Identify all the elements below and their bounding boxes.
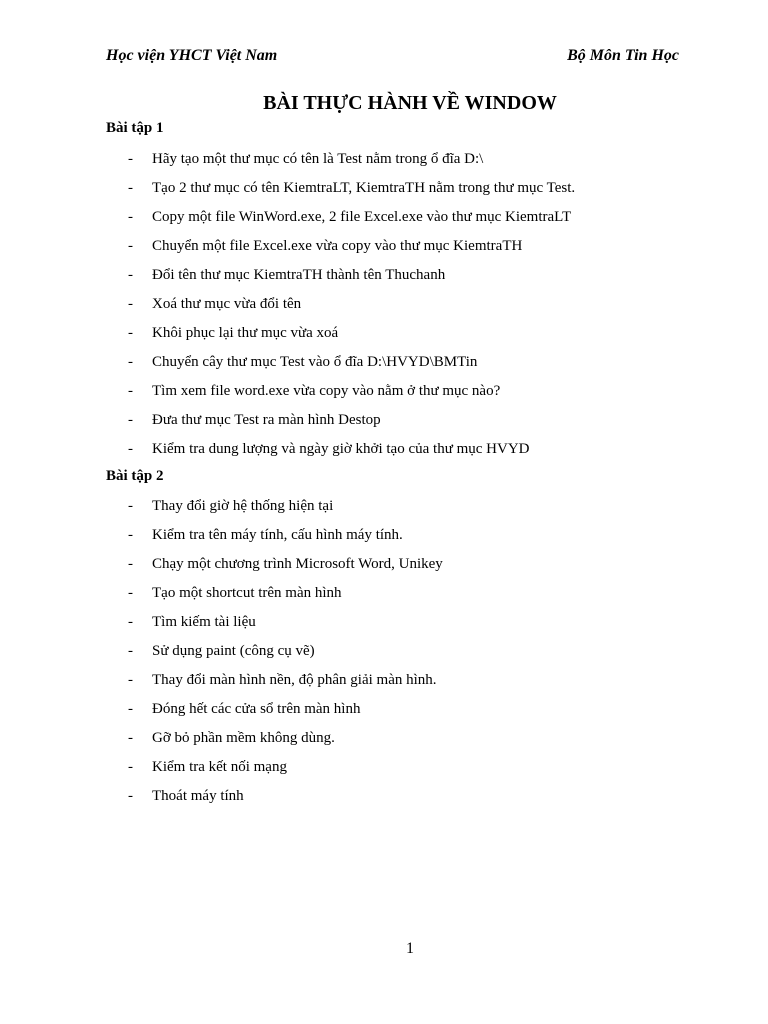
document-title: BÀI THỰC HÀNH VỀ WINDOW — [263, 92, 557, 114]
bullet-dash: - — [128, 788, 133, 804]
bullet-dash: - — [128, 556, 133, 572]
header-department: Bộ Môn Tin Học — [567, 47, 679, 64]
header-institution: Học viện YHCT Việt Nam — [106, 47, 278, 64]
list-item-text: Chuyển một file Excel.exe vừa copy vào thư mục KiemtraTH — [152, 238, 523, 254]
list-item-text: Thay đổi màn hình nền, độ phân giải màn hình. — [152, 672, 437, 688]
section-heading-2: Bài tập 2 — [106, 468, 164, 484]
list-item-text: Khôi phục lại thư mục vừa xoá — [152, 325, 339, 341]
bullet-dash: - — [128, 325, 133, 341]
bullet-dash: - — [128, 267, 133, 283]
bullet-dash: - — [128, 730, 133, 746]
list-item-text: Đóng hết các cửa sổ trên màn hình — [152, 701, 361, 717]
bullet-dash: - — [128, 527, 133, 543]
list-item-text: Chuyển cây thư mục Test vào ổ đĩa D:\HVYD\BMTin — [152, 354, 478, 370]
list-item-text: Tạo 2 thư mục có tên KiemtraLT, KiemtraTH nằm trong thư mục Test. — [152, 180, 576, 196]
list-item-text: Đổi tên thư mục KiemtraTH thành tên Thuchanh — [152, 267, 446, 283]
list-item-text: Xoá thư mục vừa đổi tên — [152, 296, 302, 312]
list-item-text: Sử dụng paint (công cụ vẽ) — [152, 643, 315, 659]
list-item-text: Tạo một shortcut trên màn hình — [152, 585, 342, 601]
list-item-text: Copy một file WinWord.exe, 2 file Excel.exe vào thư mục KiemtraLT — [152, 209, 572, 225]
bullet-dash: - — [128, 701, 133, 717]
bullet-dash: - — [128, 180, 133, 196]
list-item-text: Chạy một chương trình Microsoft Word, Unikey — [152, 556, 443, 572]
list-item-text: Kiểm tra kết nối mạng — [152, 759, 287, 775]
bullet-dash: - — [128, 672, 133, 688]
bullet-dash: - — [128, 151, 133, 167]
page-number: 1 — [406, 940, 414, 957]
list-item-text: Hãy tạo một thư mục có tên là Test nằm trong ổ đĩa D:\ — [152, 151, 484, 167]
list-item-text: Đưa thư mục Test ra màn hình Destop — [152, 412, 381, 428]
bullet-dash: - — [128, 614, 133, 630]
bullet-dash: - — [128, 383, 133, 399]
bullet-dash: - — [128, 238, 133, 254]
bullet-dash: - — [128, 354, 133, 370]
list-item-text: Thoát máy tính — [152, 788, 244, 804]
list-item-text: Thay đổi giờ hệ thống hiện tại — [152, 498, 334, 514]
bullet-dash: - — [128, 585, 133, 601]
bullet-dash: - — [128, 441, 133, 457]
bullet-dash: - — [128, 296, 133, 312]
section-heading-1: Bài tập 1 — [106, 120, 164, 136]
bullet-dash: - — [128, 759, 133, 775]
bullet-dash: - — [128, 643, 133, 659]
list-item-text: Tìm xem file word.exe vừa copy vào nằm ở thư mục nào? — [152, 383, 501, 399]
list-item-text: Kiểm tra dung lượng và ngày giờ khởi tạo của thư mục HVYD — [152, 441, 530, 457]
list-item-text: Gỡ bỏ phần mềm không dùng. — [152, 730, 335, 746]
bullet-dash: - — [128, 209, 133, 225]
list-item-text: Kiểm tra tên máy tính, cấu hình máy tính. — [152, 527, 403, 543]
list-item-text: Tìm kiếm tài liệu — [152, 614, 256, 630]
bullet-dash: - — [128, 498, 133, 514]
bullet-dash: - — [128, 412, 133, 428]
